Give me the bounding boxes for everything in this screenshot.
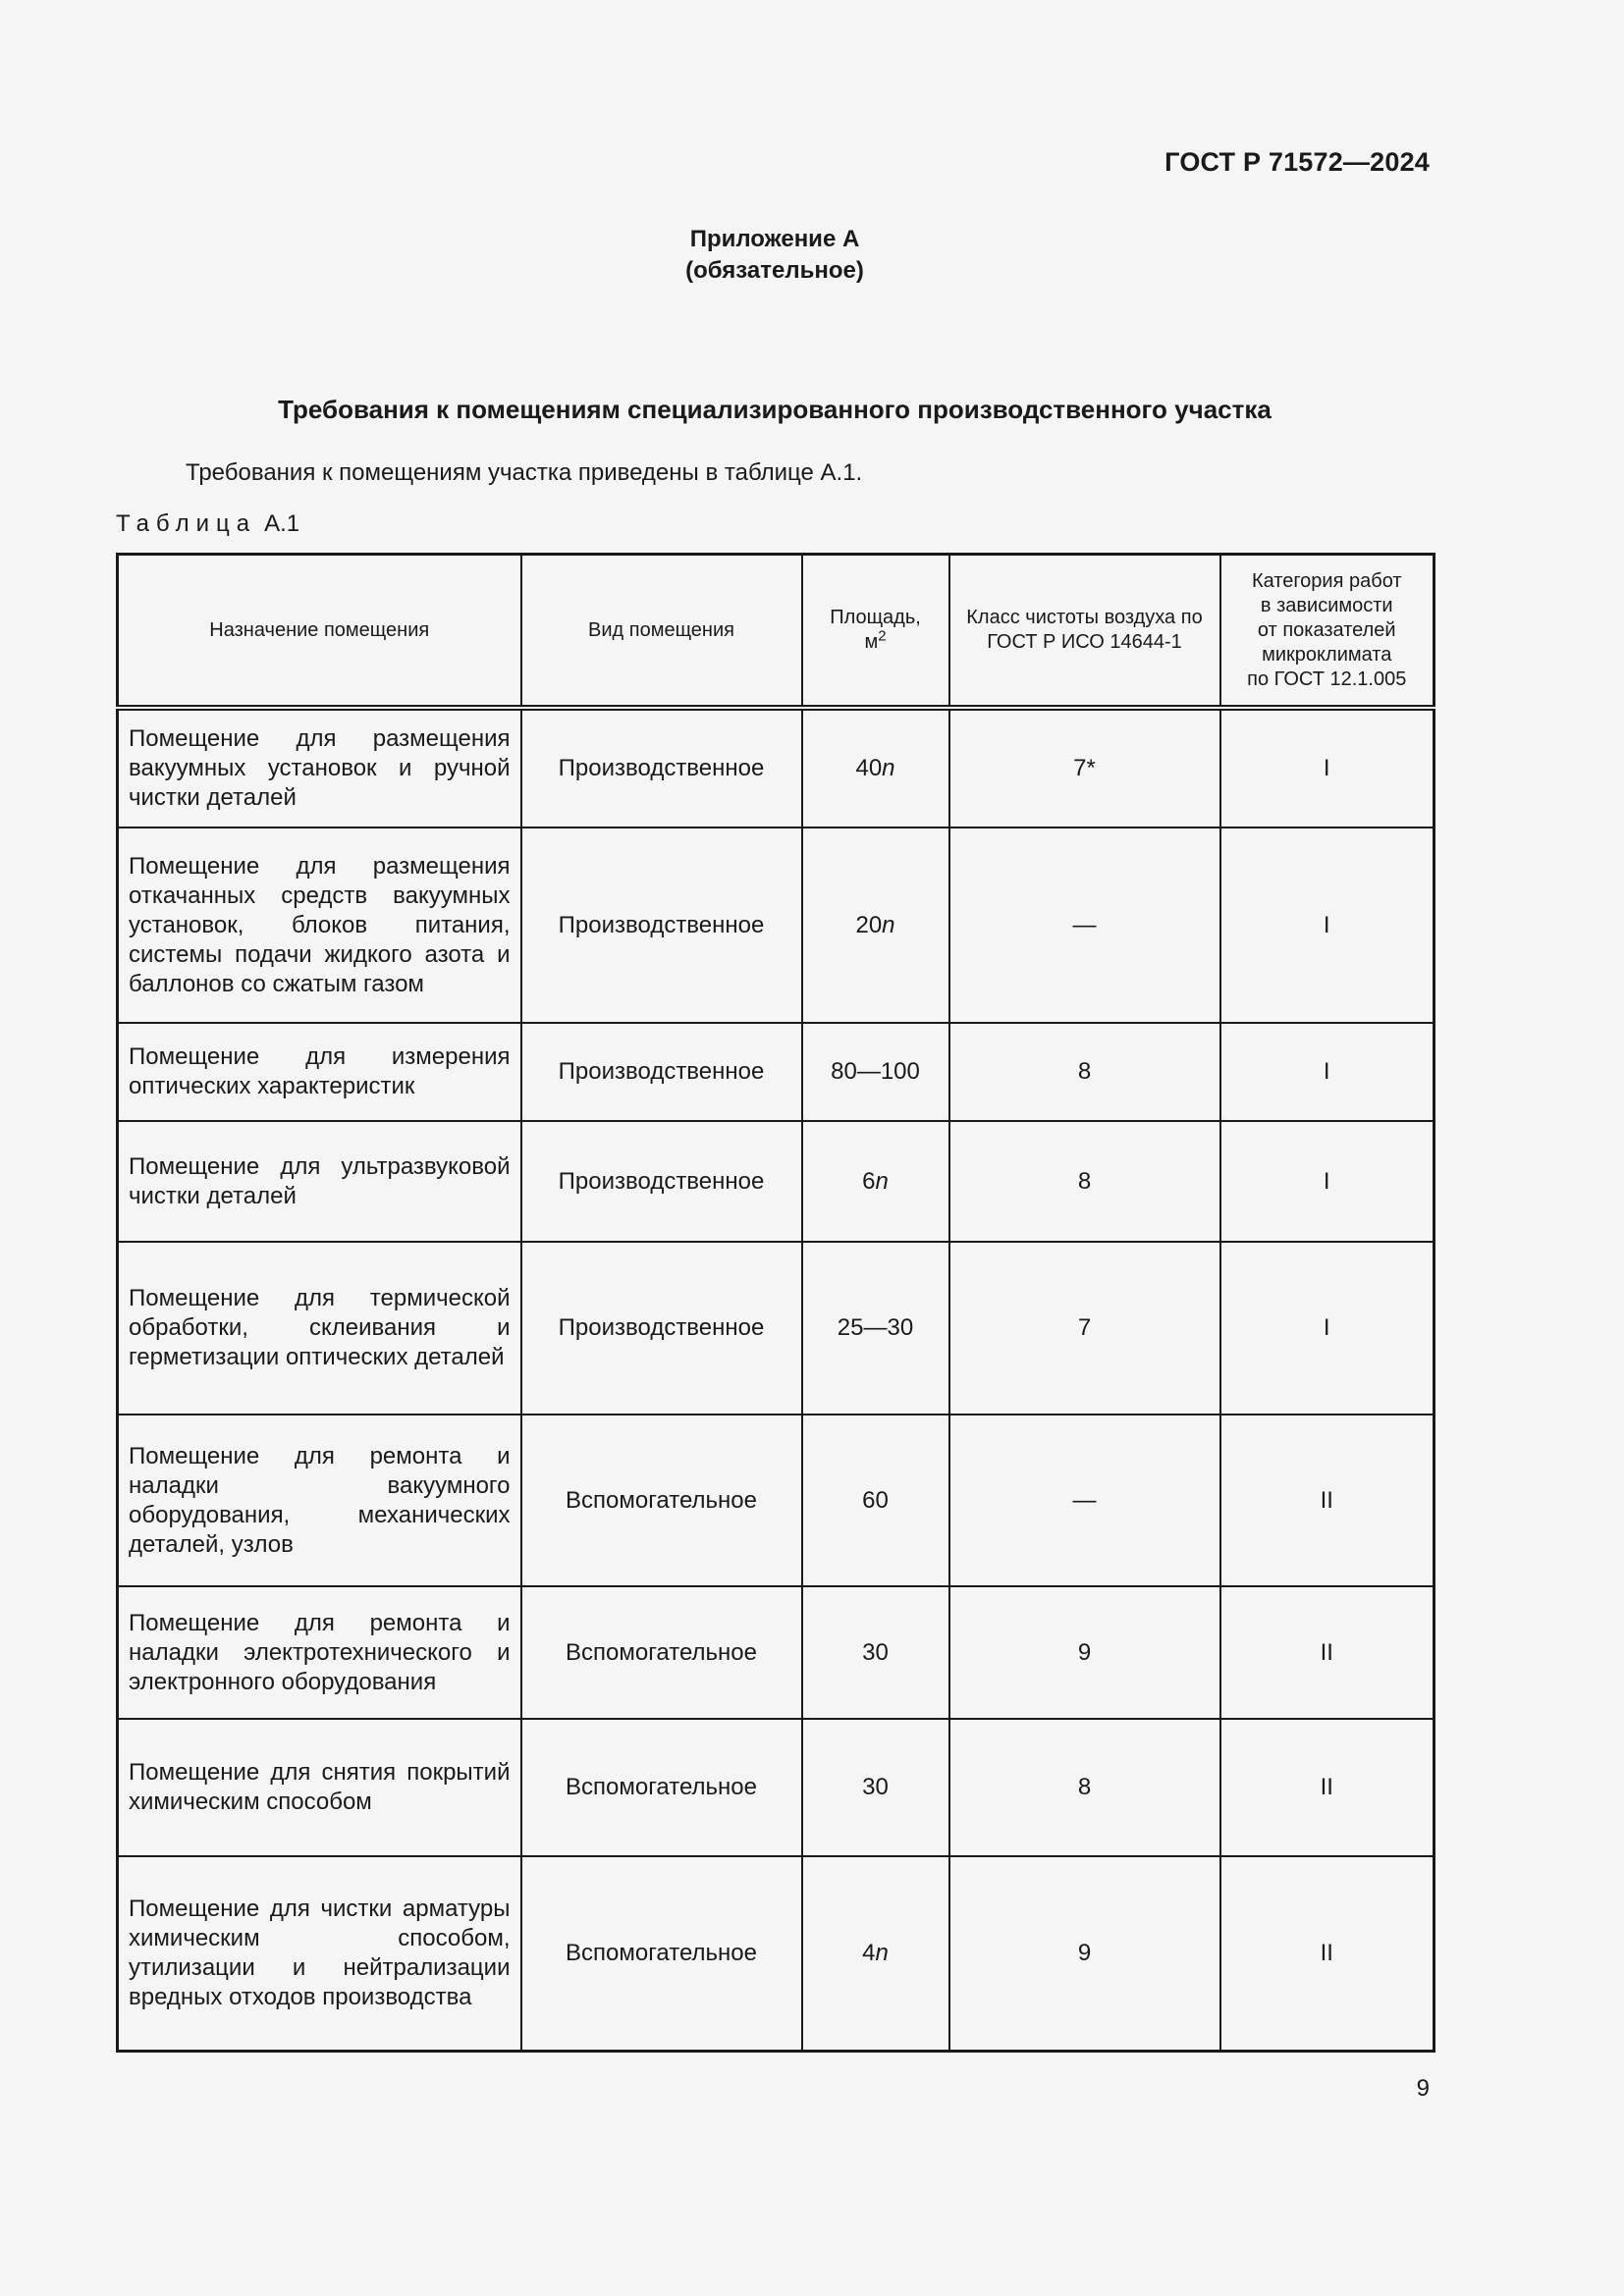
cell-area	[802, 828, 949, 1023]
page-number: 9	[1416, 2075, 1430, 2102]
table-row	[118, 1586, 1435, 1719]
cell-area	[802, 1242, 949, 1415]
cell-type: Вспомогательное	[521, 1719, 802, 1856]
table-row	[118, 1023, 1435, 1121]
header-area-label: Площадь,	[830, 607, 921, 628]
cell-purpose: Помещение для ремонта и наладки вакуумного оборудования, механических деталей, узлов	[118, 1415, 521, 1586]
cell-type: Производственное	[521, 1121, 802, 1242]
table-row	[118, 828, 1435, 1023]
cell-cleanliness: 8	[949, 1023, 1220, 1121]
cell-cleanliness: 7	[949, 1242, 1220, 1415]
cell-purpose: Помещение для термической обработки, склеивания и герметизации оптических деталей	[118, 1242, 521, 1415]
cell-purpose: Помещение для измерения оптических характеристик	[118, 1023, 521, 1121]
cell-category: II	[1220, 1856, 1435, 2051]
cell-type: Вспомогательное	[521, 1415, 802, 1586]
header-category-line: от показателей	[1257, 618, 1396, 641]
cell-category: I	[1220, 828, 1435, 1023]
cell-type: Вспомогательное	[521, 1856, 802, 2051]
area-value: 30	[862, 1774, 889, 1800]
cell-purpose: Помещение для размещения откачанных средств вакуумных установок, блоков питания, системы подачи жидкого азота и баллонов со сжатым газом	[118, 828, 521, 1023]
appendix-title: Приложение А	[689, 226, 860, 252]
header-category-line: по ГОСТ 12.1.005	[1247, 667, 1407, 690]
cell-type: Вспомогательное	[521, 1586, 802, 1719]
cell-type: Производственное	[521, 1242, 802, 1415]
cell-area	[802, 1415, 949, 1586]
cell-category: I	[1220, 1121, 1435, 1242]
cell-purpose: Помещение для снятия покрытий химическим способом	[118, 1719, 521, 1856]
cell-category: II	[1220, 1586, 1435, 1719]
cell-cleanliness: 7*	[949, 708, 1220, 828]
header-area-unit-exponent: 2	[878, 627, 887, 645]
cell-purpose: Помещение для ультразвуковой чистки деталей	[118, 1121, 521, 1242]
area-variable: n	[875, 1939, 889, 1966]
cell-category: I	[1220, 708, 1435, 828]
cell-category: I	[1220, 1242, 1435, 1415]
table-caption	[116, 510, 299, 538]
cell-area	[802, 1719, 949, 1856]
header-category	[1220, 555, 1435, 709]
document-code: ГОСТ Р 71572—2024	[1164, 147, 1430, 177]
cell-area	[802, 1121, 949, 1242]
area-value: 30	[862, 1638, 889, 1666]
area-value: 40	[855, 755, 883, 781]
cell-cleanliness: —	[949, 1415, 1220, 1586]
appendix-status: (обязательное)	[685, 257, 864, 284]
area-value: 20	[855, 911, 883, 938]
area-value: 4	[862, 1939, 876, 1966]
header-type: Вид помещения	[521, 555, 802, 709]
cell-area	[802, 708, 949, 828]
header-area-unit: м	[864, 631, 879, 653]
table-row	[118, 1121, 1435, 1242]
cell-category: II	[1220, 1719, 1435, 1856]
header-category-line: микроклимата	[1262, 643, 1392, 666]
cell-area	[802, 1023, 949, 1121]
cell-purpose: Помещение для ремонта и наладки электротехнического и электронного оборудования	[118, 1586, 521, 1719]
cell-category: II	[1220, 1415, 1435, 1586]
area-variable: n	[882, 911, 895, 938]
area-variable: n	[882, 755, 895, 781]
area-value: 6	[862, 1167, 876, 1195]
cell-type: Производственное	[521, 708, 802, 828]
cell-cleanliness: 8	[949, 1719, 1220, 1856]
cell-type: Производственное	[521, 1023, 802, 1121]
cell-area	[802, 1586, 949, 1719]
intro-paragraph: Требования к помещениям участка приведены в таблице А.1.	[186, 459, 863, 486]
cell-cleanliness: 9	[949, 1586, 1220, 1719]
section-title: Требования к помещениям специализированного производственного участка	[278, 395, 1272, 424]
cell-cleanliness: —	[949, 828, 1220, 1023]
area-value: 60	[862, 1486, 889, 1514]
table-row	[118, 708, 1435, 828]
header-area	[802, 555, 949, 709]
area-value: 25—30	[837, 1314, 914, 1341]
cell-purpose: Помещение для размещения вакуумных установок и ручной чистки деталей	[118, 708, 521, 828]
rooms-table	[116, 553, 1435, 2053]
cell-area	[802, 1856, 949, 2051]
table-header-row	[118, 555, 1435, 709]
table-caption-number: А.1	[264, 510, 300, 537]
table-row	[118, 1242, 1435, 1415]
header-cleanliness: Класс чистоты воздуха по ГОСТ Р ИСО 14644-1	[949, 555, 1220, 709]
table-caption-word: Таблица	[116, 510, 257, 537]
table-row	[118, 1415, 1435, 1586]
table-row	[118, 1856, 1435, 2051]
table-row	[118, 1719, 1435, 1856]
area-variable: n	[875, 1167, 889, 1195]
cell-category: I	[1220, 1023, 1435, 1121]
header-category-line: в зависимости	[1260, 594, 1393, 616]
header-category-line: Категория работ	[1251, 569, 1402, 592]
area-value: 80—100	[831, 1058, 920, 1085]
cell-type: Производственное	[521, 828, 802, 1023]
cell-cleanliness: 8	[949, 1121, 1220, 1242]
cell-purpose: Помещение для чистки арматуры химическим способом, утилизации и нейтрализации вредных отходов производства	[118, 1856, 521, 2051]
header-purpose: Назначение помещения	[118, 555, 521, 709]
appendix-heading	[0, 224, 1549, 287]
cell-cleanliness: 9	[949, 1856, 1220, 2051]
